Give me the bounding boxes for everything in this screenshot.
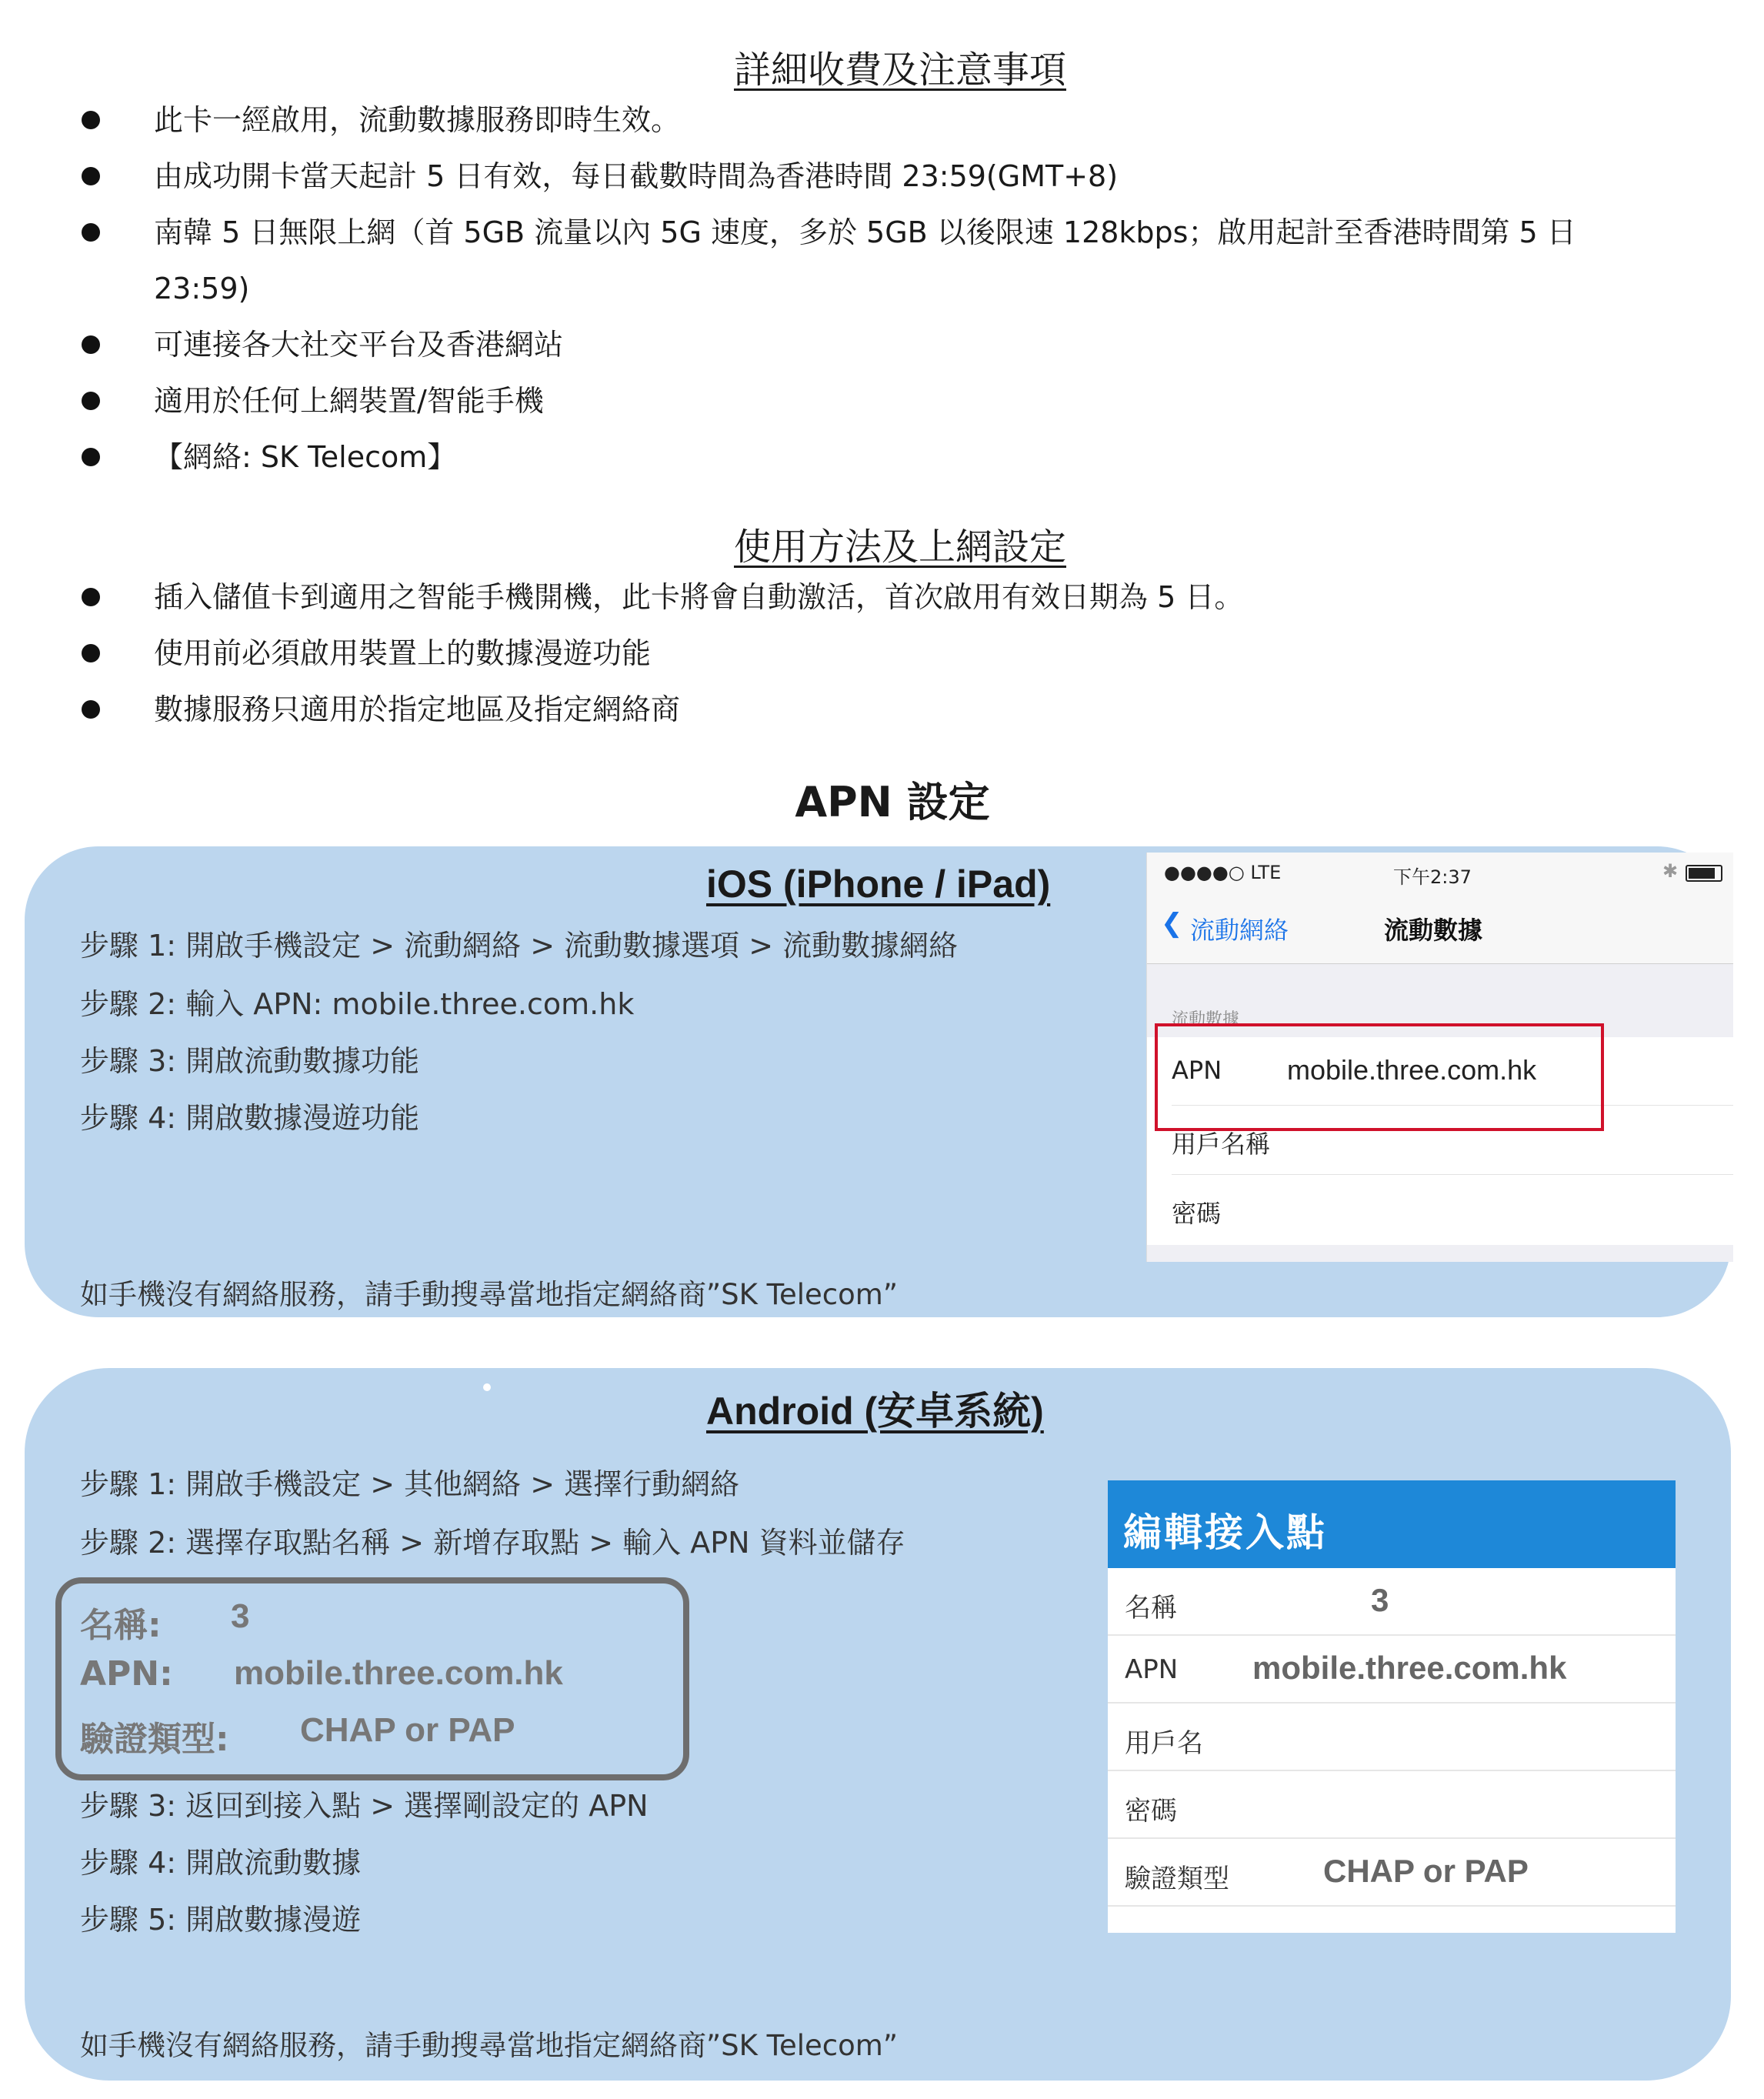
edit-apn-header — [1108, 1480, 1676, 1568]
status-time: 下午2:37 — [1393, 866, 1472, 888]
bullet-icon — [82, 588, 100, 606]
row-label: APN — [1125, 1654, 1179, 1685]
row-value: 3 — [1371, 1582, 1389, 1618]
cred-apn — [80, 1654, 563, 1694]
row-label: 驗證類型 — [1125, 1864, 1229, 1894]
list-item: 使用前必須啟用裝置上的數據漫遊功能 — [77, 626, 1662, 682]
username-row[interactable] — [1108, 1704, 1676, 1771]
bullet-icon — [82, 392, 100, 410]
bluetooth-icon: ✱ — [1662, 860, 1679, 882]
bullet-icon — [82, 700, 100, 719]
apn-highlight-box — [1155, 1023, 1604, 1131]
list-item: 【網絡: SK Telecom】 — [77, 429, 1662, 486]
row-label: 用戶名稱 — [1172, 1130, 1271, 1159]
decorative-dot — [483, 1383, 491, 1391]
ios-note: 如手機沒有網絡服務，請手動搜尋當地指定網絡商”SK Telecom” — [80, 1278, 898, 1311]
list-item: 適用於任何上網裝置/智能手機 — [77, 373, 1662, 429]
list-item: 南韓 5 日無限上網（首 5GB 流量以內 5G 速度，多於 5GB 以後限速 128kbps；啟用起計至香港時間第 5 日 23:59) — [77, 205, 1662, 317]
ios-panel — [25, 846, 1731, 1317]
android-step-1: 步驟 1: 開啟手機設定 > 其他網絡 > 選擇行動網絡 — [80, 1467, 740, 1501]
apn-row[interactable] — [1108, 1636, 1676, 1704]
row-label: 用戶名 — [1125, 1728, 1203, 1759]
list-item: 此卡一經啟用，流動數據服務即時生效。 — [77, 92, 1662, 148]
fees-title: 詳細收費及注意事項 — [733, 48, 1066, 92]
row-label: APN — [1172, 1056, 1222, 1085]
list-item: 可連接各大社交平台及香港網站 — [77, 317, 1662, 373]
android-note: 如手機沒有網絡服務，請手動搜尋當地指定網絡商”SK Telecom” — [80, 2029, 898, 2062]
apn-title: APN 設定 — [795, 778, 990, 826]
ios-step-2: 步驟 2: 輸入 APN: mobile.three.com.hk — [80, 987, 635, 1021]
android-step-2: 步驟 2: 選擇存取點名稱 > 新增存取點 > 輸入 APN 資料並儲存 — [80, 1526, 905, 1560]
ios-nav-bar — [1147, 889, 1733, 964]
bullet-icon — [82, 335, 100, 354]
list-item: 由成功開卡當天起計 5 日有效，每日截數時間為香港時間 23:59(GMT+8) — [77, 148, 1662, 205]
usage-title: 使用方法及上網設定 — [733, 526, 1066, 569]
ios-step-3: 步驟 3: 開啟流動數據功能 — [80, 1044, 420, 1078]
cred-value: CHAP or PAP — [300, 1711, 515, 1749]
row-value: CHAP or PAP — [1323, 1853, 1529, 1889]
bullet-icon — [82, 223, 100, 242]
cred-label: 名稱: — [80, 1606, 162, 1645]
row-label: 名稱 — [1125, 1593, 1177, 1623]
cred-label: APN: — [80, 1654, 173, 1694]
cred-auth — [80, 1711, 515, 1760]
name-row[interactable] — [1108, 1568, 1676, 1636]
section-header: 流動數據 — [1172, 1010, 1240, 1029]
ios-title: iOS (iPhone / iPad) — [706, 863, 1051, 906]
auth-type-row[interactable] — [1108, 1839, 1676, 1907]
android-panel — [25, 1368, 1731, 2081]
android-step-4: 步驟 4: 開啟流動數據 — [80, 1846, 362, 1880]
android-step-3: 步驟 3: 返回到接入點 > 選擇剛設定的 APN — [80, 1789, 649, 1823]
list-item: 數據服務只適用於指定地區及指定網絡商 — [77, 682, 1662, 738]
cred-label: 驗證類型: — [80, 1720, 229, 1759]
ios-step-4: 步驟 4: 開啟數據漫遊功能 — [80, 1101, 420, 1135]
nav-title: 流動數據 — [1384, 916, 1483, 945]
row-label: 密碼 — [1172, 1199, 1222, 1228]
bullet-icon — [82, 644, 100, 662]
signal-indicator: ●●●●○ LTE — [1164, 862, 1282, 883]
cred-value: 3 — [231, 1597, 250, 1635]
fees-list — [77, 92, 1662, 486]
android-step-5: 步驟 5: 開啟數據漫遊 — [80, 1903, 362, 1937]
android-title: Android (安卓系統) — [706, 1390, 1044, 1433]
ios-step-1: 步驟 1: 開啟手機設定 > 流動網絡 > 流動數據選項 > 流動數據網絡 — [80, 929, 959, 963]
cred-value: mobile.three.com.hk — [234, 1654, 563, 1692]
ios-status-bar — [1147, 853, 1733, 889]
cred-name — [80, 1597, 250, 1647]
ios-phone-screenshot — [1146, 853, 1733, 1262]
bullet-icon — [82, 167, 100, 185]
list-item: 插入儲值卡到適用之智能手機開機，此卡將會自動激活，首次啟用有效日期為 5 日。 — [77, 569, 1662, 626]
row-value: mobile.three.com.hk — [1287, 1054, 1537, 1086]
bullet-icon — [82, 111, 100, 129]
usage-list — [77, 569, 1662, 738]
battery-icon — [1686, 865, 1722, 882]
password-row[interactable] — [1108, 1771, 1676, 1839]
chevron-left-icon[interactable]: ❮ — [1161, 908, 1183, 939]
row-value: mobile.three.com.hk — [1252, 1650, 1567, 1686]
header-title: 編輯接入點 — [1123, 1510, 1327, 1555]
back-button[interactable]: 流動網絡 — [1190, 916, 1289, 945]
android-phone-screenshot — [1108, 1480, 1676, 1933]
password-row[interactable] — [1172, 1176, 1733, 1243]
bullet-icon — [82, 448, 100, 466]
row-label: 密碼 — [1125, 1796, 1177, 1827]
